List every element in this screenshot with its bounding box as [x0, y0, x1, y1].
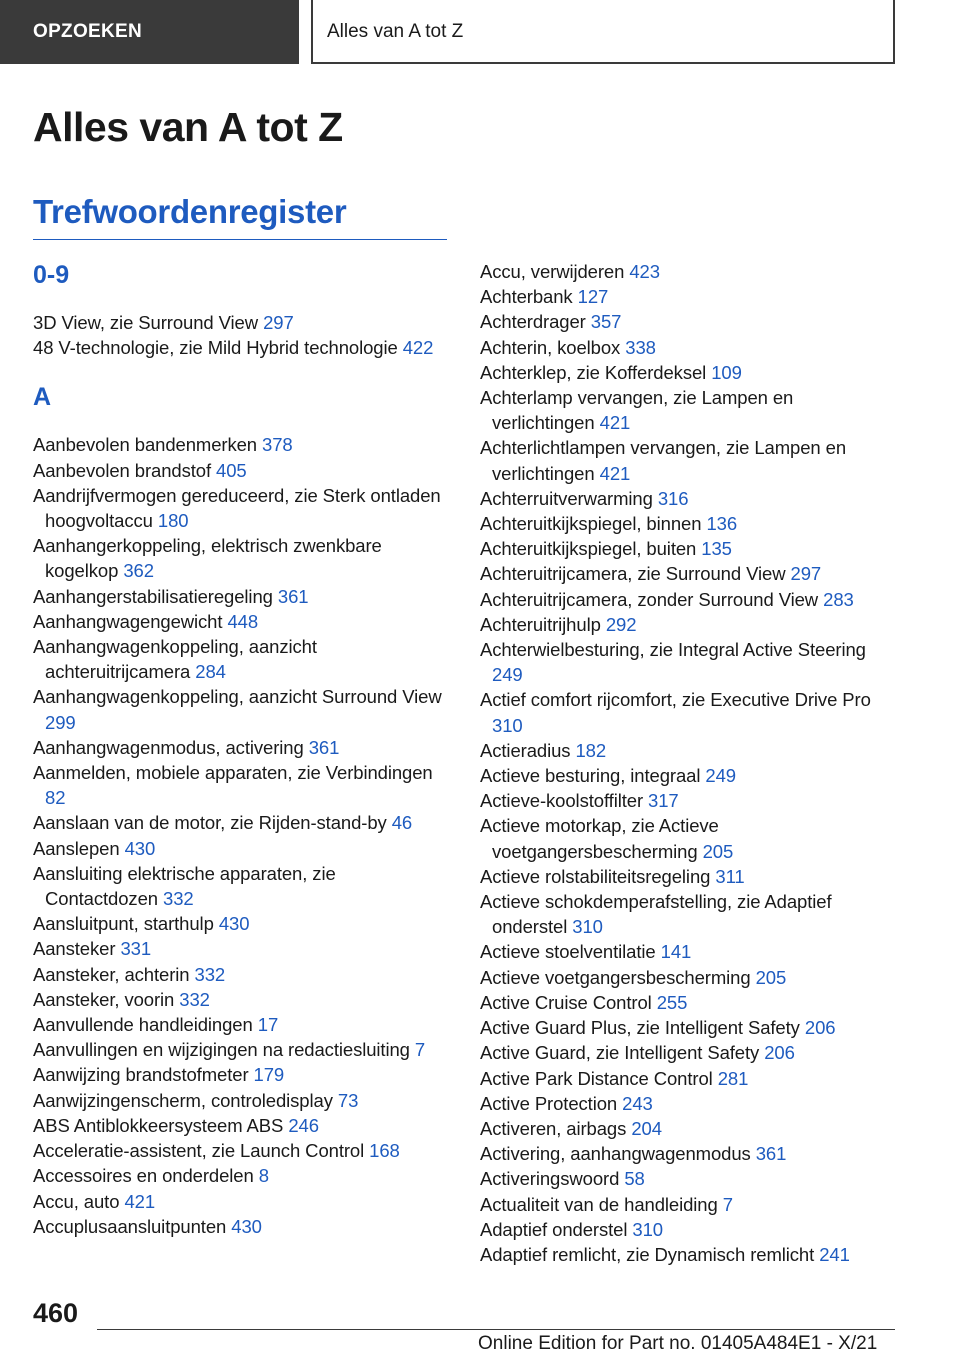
- index-entry: [33, 962, 453, 987]
- index-entry-page-link[interactable]: 7: [722, 1193, 733, 1215]
- index-entry-text: Aanhangwagenkoppeling, aanzicht achteruitrijcamera: [33, 636, 317, 683]
- index-entry-page-link[interactable]: 310: [632, 1218, 663, 1240]
- index-entry: [480, 1141, 900, 1166]
- index-entry-text: Aanbevolen bandenmerken: [33, 434, 257, 456]
- index-entry-text: Actieve rolstabiliteitsregeling: [480, 865, 711, 887]
- page-subtitle: Trefwoordenregister: [33, 193, 447, 240]
- index-entry-text: Aanvullende handleidingen: [33, 1014, 253, 1036]
- index-entry-text: Aansteker: [33, 938, 116, 960]
- index-entry-page-link[interactable]: 136: [706, 513, 738, 535]
- index-entry-page-link[interactable]: 430: [231, 1215, 262, 1237]
- index-entry: [33, 760, 453, 810]
- index-entry-text: Active Cruise Control: [480, 991, 652, 1013]
- index-entry-text: Active Protection: [480, 1092, 618, 1114]
- index-entry-page-link[interactable]: 292: [605, 613, 637, 635]
- index-entry: [480, 965, 900, 990]
- index-entry: [33, 684, 453, 734]
- index-column-right: [480, 259, 900, 1267]
- index-entry: [480, 612, 900, 637]
- index-entry-page-link[interactable]: 205: [755, 966, 787, 988]
- index-entry-page-link[interactable]: 281: [717, 1067, 749, 1089]
- index-entry: [33, 987, 453, 1012]
- index-entry-text: Aanbevolen brandstof: [33, 459, 211, 481]
- index-entry: [480, 309, 900, 334]
- index-entry: [33, 634, 453, 684]
- index-entry: [33, 458, 453, 483]
- index-entry-text: Achterklep, zie Kofferdeksel: [480, 361, 707, 383]
- topic-tab[interactable]: Alles van A tot Z: [311, 0, 895, 64]
- index-entry: [33, 533, 453, 583]
- index-entry-text: Achterbank: [480, 286, 573, 308]
- index-entry: [480, 687, 900, 737]
- index-entry-page-link[interactable]: 311: [715, 865, 745, 887]
- index-entry: [33, 483, 453, 533]
- index-entry: [33, 1012, 453, 1037]
- index-entry-page-link[interactable]: 241: [819, 1243, 850, 1265]
- index-entry-text: Activering, aanhangwagenmodus: [480, 1143, 751, 1165]
- index-entry: [480, 385, 900, 435]
- index-entry-page-link[interactable]: 17: [257, 1014, 279, 1036]
- index-entry: [480, 864, 900, 889]
- index-entry-page-link[interactable]: 430: [124, 837, 156, 859]
- index-entry-text: Achteruitrijcamera, zonder Surround View: [480, 588, 819, 610]
- index-entry-text: Actieve voetgangersbescherming: [480, 966, 751, 988]
- page-header: [0, 0, 960, 66]
- index-entry-page-link[interactable]: 249: [705, 765, 736, 787]
- index-entry: [480, 990, 900, 1015]
- index-entry-page-link[interactable]: 7: [414, 1039, 426, 1061]
- index-entry-page-link[interactable]: 243: [622, 1092, 653, 1114]
- index-entry-page-link[interactable]: 297: [263, 312, 294, 333]
- index-entry: [33, 432, 453, 457]
- index-entry-text: Aanhangwagengewicht: [33, 610, 223, 632]
- index-entry: [480, 1015, 900, 1040]
- index-entry-text: Activeringswoord: [480, 1168, 620, 1190]
- index-entry: [33, 1088, 453, 1113]
- index-entry-text: Accu, verwijderen: [480, 261, 625, 282]
- index-entry-page-link[interactable]: 332: [163, 888, 194, 910]
- index-entry: [480, 1217, 900, 1242]
- index-entry: [480, 788, 900, 813]
- edition-note: Online Edition for Part no. 01405A484E1 - X/21: [478, 1333, 878, 1354]
- index-entry-page-link[interactable]: 179: [253, 1064, 285, 1086]
- index-entry-text: Aanhangwagenmodus, activering: [33, 736, 304, 758]
- index-entry-page-link[interactable]: 361: [755, 1143, 787, 1165]
- index-entry-text: Actieve motorkap, zie Actieve voetgangersbescherming: [480, 815, 719, 862]
- index-entry-text: Achterlichtlampen vervangen, zie Lampen en verlichtingen: [480, 437, 847, 484]
- index-entry-page-link[interactable]: 361: [277, 585, 309, 607]
- index-entry: [33, 1138, 453, 1163]
- index-entry-page-link[interactable]: 422: [402, 337, 434, 359]
- index-entry: [33, 810, 453, 835]
- index-entry: [480, 763, 900, 788]
- index-entry-page-link[interactable]: 332: [194, 963, 226, 985]
- index-entry-text: Aansteker, voorin: [33, 988, 175, 1010]
- index-entry-page-link[interactable]: 316: [657, 487, 689, 509]
- index-entry-text: Aanmelden, mobiele apparaten, zie Verbindingen: [33, 762, 433, 784]
- index-entry: [33, 911, 453, 936]
- index-entry-text: Aanslaan van de motor, zie Rijden-stand-by: [33, 812, 387, 834]
- index-section-heading: A: [33, 383, 52, 412]
- index-entry: [33, 1189, 453, 1214]
- index-entry-page-link[interactable]: 204: [631, 1117, 662, 1139]
- index-entry-text: Aansluitpunt, starthulp: [33, 913, 214, 935]
- index-entry-text: Achteruitkijkspiegel, binnen: [480, 513, 702, 535]
- index-entry-text: Actief comfort rijcomfort, zie Executive Drive Pro: [480, 689, 871, 711]
- index-entry-page-link[interactable]: 297: [790, 563, 822, 585]
- index-entry-page-link[interactable]: 246: [288, 1114, 319, 1136]
- index-entry-text: Achterlamp vervangen, zie Lampen en verlichtingen: [480, 387, 794, 434]
- index-entry-text: Active Guard, zie Intelligent Safety: [480, 1042, 760, 1064]
- index-entry-page-link[interactable]: 405: [216, 459, 247, 481]
- index-entry: [33, 310, 453, 335]
- index-entry-text: Aanslepen: [33, 837, 120, 859]
- index-entry: [33, 584, 453, 609]
- index-entry: [480, 536, 900, 561]
- index-entry-text: Aansluiting elektrische apparaten, zie Contactdozen: [33, 862, 336, 910]
- index-entry-page-link[interactable]: 206: [804, 1017, 836, 1039]
- index-entry-text: Actieradius: [480, 739, 571, 761]
- index-entry-page-link[interactable]: 180: [157, 510, 189, 532]
- index-entry-page-link[interactable]: 423: [629, 261, 660, 282]
- index-entry-page-link[interactable]: 310: [492, 714, 523, 736]
- index-entry-text: Achteruitrijhulp: [480, 613, 601, 635]
- index-entry-text: Aandrijfvermogen gereduceerd, zie Sterk ontladen hoogvoltaccu: [33, 484, 441, 532]
- index-entry-text: Actieve stoelventilatie: [480, 941, 656, 963]
- index-entry-page-link[interactable]: 362: [123, 560, 154, 582]
- index-entry: [480, 1242, 900, 1267]
- index-entry-page-link[interactable]: 299: [45, 711, 76, 733]
- index-entry-text: Active Park Distance Control: [480, 1067, 713, 1089]
- index-entry-page-link[interactable]: 58: [624, 1168, 645, 1190]
- index-section-heading: 0-9: [33, 261, 70, 289]
- index-entry: [480, 335, 900, 360]
- index-entry: [480, 511, 900, 536]
- index-entry-page-link[interactable]: 378: [262, 434, 293, 456]
- page-title: Alles van A tot Z: [33, 104, 343, 150]
- index-entry-text: ABS Antiblokkeersysteem ABS: [33, 1114, 284, 1136]
- index-entry: [33, 735, 453, 760]
- index-entry-text: Aanhangerstabilisatieregeling: [33, 585, 273, 607]
- index-entry-page-link[interactable]: 338: [625, 336, 656, 358]
- index-entry-text: Adaptief onderstel: [480, 1218, 628, 1240]
- index-entry: [480, 587, 900, 612]
- index-entry-page-link[interactable]: 255: [656, 991, 688, 1013]
- index-entry-page-link[interactable]: 46: [391, 812, 413, 834]
- index-entry-page-link[interactable]: 82: [45, 787, 66, 809]
- index-entry-text: Accuplusaansluitpunten: [33, 1215, 227, 1237]
- index-entry-page-link[interactable]: 73: [337, 1089, 359, 1111]
- index-column-left: [33, 258, 453, 1239]
- index-entry-page-link[interactable]: 430: [218, 913, 250, 935]
- index-entry-page-link[interactable]: 332: [179, 988, 210, 1010]
- index-entry: [33, 836, 453, 861]
- index-entry-text: Achterruitverwarming: [480, 487, 653, 509]
- index-entry-page-link[interactable]: 135: [701, 538, 732, 560]
- index-entry-text: Achteruitrijcamera, zie Surround View: [480, 563, 786, 585]
- index-entry-text: Active Guard Plus, zie Intelligent Safety: [480, 1017, 800, 1039]
- index-entry: [480, 637, 900, 687]
- index-entry-text: Actualiteit van de handleiding: [480, 1193, 718, 1215]
- index-entry-page-link[interactable]: 421: [124, 1190, 156, 1212]
- index-entry-text: Adaptief remlicht, zie Dynamisch remlicht: [480, 1243, 815, 1265]
- index-entry-page-link[interactable]: 283: [823, 588, 854, 610]
- index-entry-text: 3D View, zie Surround View: [33, 312, 259, 333]
- index-entry-text: Aanvullingen en wijzigingen na redactiesluiting: [33, 1039, 410, 1061]
- index-entry-page-link[interactable]: 448: [227, 610, 259, 632]
- index-entry: [33, 609, 453, 634]
- index-entry: [480, 284, 900, 309]
- index-entry-text: Accessoires en onderdelen: [33, 1165, 254, 1187]
- index-entry-text: Actieve besturing, integraal: [480, 765, 701, 787]
- index-entry: [480, 1091, 900, 1116]
- index-entry-text: Aanhangwagenkoppeling, aanzicht Surround View: [33, 686, 442, 708]
- index-entry: [33, 861, 453, 911]
- index-entry-text: Aansteker, achterin: [33, 963, 190, 985]
- footer-divider: [97, 1329, 895, 1330]
- index-entry: [33, 936, 453, 961]
- index-entry-text: Acceleratie-assistent, zie Launch Control: [33, 1140, 365, 1162]
- index-entry: [33, 1113, 453, 1138]
- index-entry-text: Aanwijzing brandstofmeter: [33, 1064, 249, 1086]
- index-entry-page-link[interactable]: 109: [711, 361, 742, 383]
- index-entry-page-link[interactable]: 206: [764, 1042, 795, 1064]
- index-entry-page-link[interactable]: 357: [590, 311, 622, 333]
- index-entry-text: Achteruitkijkspiegel, buiten: [480, 538, 697, 560]
- index-entry: [480, 813, 900, 863]
- index-entry-page-link[interactable]: 421: [599, 462, 631, 484]
- index-entry-text: Activeren, airbags: [480, 1117, 627, 1139]
- index-entry: [33, 1062, 453, 1087]
- index-entry: [480, 360, 900, 385]
- index-entry: [480, 1166, 900, 1191]
- index-entry-page-link[interactable]: 361: [308, 736, 340, 758]
- index-entry-page-link[interactable]: 141: [660, 941, 692, 963]
- index-entry-text: Accu, auto: [33, 1190, 120, 1212]
- index-entry-page-link[interactable]: 127: [577, 286, 609, 308]
- index-entry: [480, 1066, 900, 1091]
- index-entry: [480, 1116, 900, 1141]
- index-entry-text: Aanwijzingenscherm, controledisplay: [33, 1089, 333, 1111]
- index-entry-text: Achterin, koelbox: [480, 336, 621, 358]
- index-entry-page-link[interactable]: 331: [120, 938, 152, 960]
- index-entry-text: Actieve schokdemperafstelling, zie Adaptief onderstel: [480, 891, 832, 938]
- index-entry-text: Achterwielbesturing, zie Integral Active Steering: [480, 639, 866, 661]
- index-entry: [33, 1163, 453, 1188]
- index-entry: [33, 1037, 453, 1062]
- index-entry: [480, 486, 900, 511]
- index-entry-page-link[interactable]: 182: [575, 739, 607, 761]
- index-entry-page-link[interactable]: 8: [258, 1165, 269, 1187]
- index-entry-page-link[interactable]: 284: [195, 661, 226, 683]
- index-entry-text: Actieve-koolstoffilter: [480, 790, 643, 812]
- index-entry-page-link[interactable]: 317: [648, 790, 679, 812]
- index-entry: [33, 1214, 453, 1239]
- index-entry: [480, 561, 900, 586]
- index-entry-page-link[interactable]: 205: [702, 840, 734, 862]
- index-entry-page-link[interactable]: 421: [599, 412, 631, 434]
- index-entry-text: 48 V-technologie, zie Mild Hybrid technologie: [33, 337, 398, 359]
- index-entry: [480, 1192, 900, 1217]
- index-entry: [480, 435, 900, 485]
- index-entry: [480, 259, 900, 284]
- page-number: 460: [33, 1298, 79, 1328]
- index-entry: [480, 889, 900, 939]
- index-entry: [480, 738, 900, 763]
- index-entry-text: Aanhangerkoppeling, elektrisch zwenkbare kogelkop: [33, 535, 382, 582]
- index-entry-text: Achterdrager: [480, 311, 586, 333]
- section-tab[interactable]: OPZOEKEN: [0, 0, 299, 64]
- index-entry-page-link[interactable]: 168: [369, 1140, 400, 1162]
- index-entry-page-link[interactable]: 249: [492, 664, 523, 686]
- index-entry-page-link[interactable]: 310: [572, 916, 603, 938]
- index-entry: [480, 939, 900, 964]
- index-entry: [33, 335, 453, 360]
- index-entry: [480, 1040, 900, 1065]
